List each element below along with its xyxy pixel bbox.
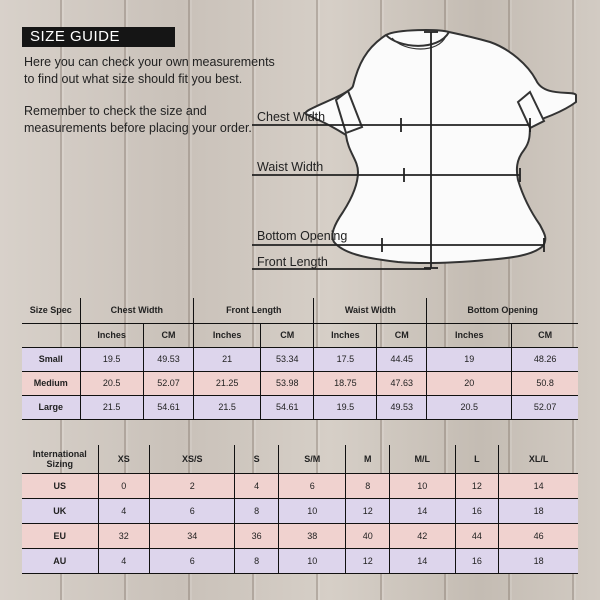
table-cell: 54.61 — [261, 395, 314, 419]
size-header: S/M — [279, 445, 346, 473]
table-cell: 48.26 — [512, 347, 578, 371]
table-cell: 8 — [346, 473, 390, 498]
table-cell: 44 — [455, 523, 499, 548]
table-cell: 4 — [235, 473, 279, 498]
table-row — [22, 523, 578, 548]
table-cell: 19 — [427, 347, 512, 371]
table-row — [22, 371, 578, 395]
unit-header: Inches — [80, 323, 143, 347]
table-cell: 17.5 — [314, 347, 377, 371]
table-cell: 50.8 — [512, 371, 578, 395]
table-cell: 8 — [235, 498, 279, 523]
table-cell: 6 — [150, 498, 235, 523]
size-label: Small — [22, 347, 80, 371]
group-header: Bottom Opening — [427, 298, 578, 323]
table-cell: 42 — [390, 523, 455, 548]
table-cell: 54.61 — [143, 395, 193, 419]
table-cell: 20.5 — [427, 395, 512, 419]
table-cell: 20 — [427, 371, 512, 395]
table-cell: 21.25 — [194, 371, 261, 395]
region-label: EU — [22, 523, 98, 548]
table-cell: 21.5 — [80, 395, 143, 419]
table-row — [22, 548, 578, 573]
size-label: Medium — [22, 371, 80, 395]
table-cell: 19.5 — [314, 395, 377, 419]
unit-header-empty — [22, 323, 80, 347]
table-row — [22, 347, 578, 371]
table-cell: 0 — [98, 473, 150, 498]
size-header: XS — [98, 445, 150, 473]
size-label: Large — [22, 395, 80, 419]
table-cell: 36 — [235, 523, 279, 548]
table-cell: 16 — [455, 498, 499, 523]
size-header: L — [455, 445, 499, 473]
table-cell: 49.53 — [143, 347, 193, 371]
table-cell: 4 — [98, 548, 150, 573]
table-cell: 32 — [98, 523, 150, 548]
table-cell: 6 — [279, 473, 346, 498]
unit-header: CM — [261, 323, 314, 347]
table-cell: 38 — [279, 523, 346, 548]
size-header: M/L — [390, 445, 455, 473]
unit-header: Inches — [427, 323, 512, 347]
size-header: XS/S — [150, 445, 235, 473]
table-cell: 21.5 — [194, 395, 261, 419]
region-label: AU — [22, 548, 98, 573]
size-header: XL/L — [499, 445, 578, 473]
intro-text: Here you can check your own measurements to find out what size should fit you best. — [24, 55, 275, 86]
unit-header: Inches — [314, 323, 377, 347]
table-cell: 47.63 — [377, 371, 427, 395]
table-cell: 46 — [499, 523, 578, 548]
table-cell: 53.98 — [261, 371, 314, 395]
table-cell: 2 — [150, 473, 235, 498]
front-length-label: Front Length — [257, 255, 328, 269]
table-cell: 44.45 — [377, 347, 427, 371]
table-cell: 10 — [390, 473, 455, 498]
table-cell: 12 — [346, 498, 390, 523]
table-cell: 20.5 — [80, 371, 143, 395]
group-header: Chest Width — [80, 298, 194, 323]
unit-header: CM — [512, 323, 578, 347]
table-cell: 6 — [150, 548, 235, 573]
intl-corner: International Sizing — [22, 445, 98, 473]
table-cell: 52.07 — [143, 371, 193, 395]
unit-header: CM — [143, 323, 193, 347]
table-cell: 12 — [346, 548, 390, 573]
table-row — [22, 498, 578, 523]
table-cell: 14 — [390, 498, 455, 523]
table-cell: 4 — [98, 498, 150, 523]
table-cell: 21 — [194, 347, 261, 371]
table-row — [22, 473, 578, 498]
table-cell: 10 — [279, 498, 346, 523]
table-cell: 18 — [499, 498, 578, 523]
region-label: US — [22, 473, 98, 498]
table-cell: 14 — [499, 473, 578, 498]
waist-width-label: Waist Width — [257, 160, 324, 174]
table-cell: 53.34 — [261, 347, 314, 371]
table-cell: 8 — [235, 548, 279, 573]
size-header: M — [346, 445, 390, 473]
group-header: Waist Width — [314, 298, 427, 323]
size-header: S — [235, 445, 279, 473]
table-cell: 18 — [499, 548, 578, 573]
table-cell: 34 — [150, 523, 235, 548]
chest-width-label: Chest Width — [257, 110, 326, 124]
bottom-opening-label: Bottom Opening — [257, 229, 348, 243]
table-cell: 18.75 — [314, 371, 377, 395]
unit-header: Inches — [194, 323, 261, 347]
table-cell: 49.53 — [377, 395, 427, 419]
table-cell: 14 — [390, 548, 455, 573]
reminder-text: Remember to check the size and measurements before placing your order. — [24, 104, 252, 135]
table-cell: 12 — [455, 473, 499, 498]
table-cell: 52.07 — [512, 395, 578, 419]
table-row — [22, 395, 578, 419]
region-label: UK — [22, 498, 98, 523]
page-title: SIZE GUIDE — [22, 27, 175, 47]
group-header: Front Length — [194, 298, 314, 323]
unit-header: CM — [377, 323, 427, 347]
size-spec-corner: Size Spec — [22, 298, 80, 323]
international-sizing-table — [22, 445, 578, 574]
size-spec-table — [22, 298, 578, 420]
table-cell: 10 — [279, 548, 346, 573]
table-cell: 40 — [346, 523, 390, 548]
table-cell: 16 — [455, 548, 499, 573]
table-cell: 19.5 — [80, 347, 143, 371]
